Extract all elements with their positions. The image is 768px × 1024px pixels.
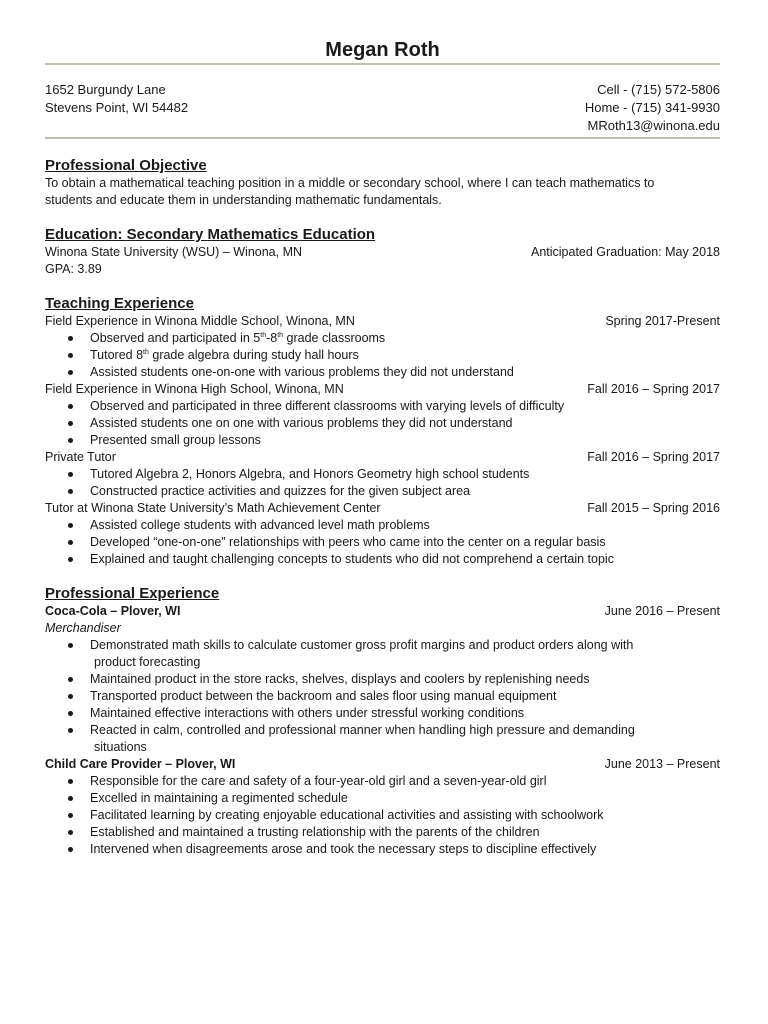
job-place: Tutor at Winona State University’s Math Achievement Center bbox=[45, 501, 381, 515]
professional-job-2-bullets bbox=[45, 773, 720, 858]
professional-job-1-header bbox=[45, 603, 720, 620]
list-item: Intervened when disagreements arose and took the necessary steps to discipline effectively bbox=[90, 841, 720, 858]
education-section bbox=[45, 225, 720, 278]
list-item: Established and maintained a trusting relationship with the parents of the children bbox=[90, 824, 720, 841]
list-item: Reacted in calm, controlled and professional manner when handling high pressure and demanding situations bbox=[90, 722, 720, 756]
teaching-job-4-bullets bbox=[45, 517, 720, 568]
teaching-job-1-bullets bbox=[45, 330, 720, 381]
list-item: Assisted college students with advanced level math problems bbox=[90, 517, 720, 534]
teaching-job-2-header bbox=[45, 381, 720, 398]
gpa: GPA: 3.89 bbox=[45, 262, 102, 276]
list-item: Assisted students one-on-one with various problems they did not understand bbox=[90, 364, 720, 381]
employer: Child Care Provider – Plover, WI bbox=[45, 757, 236, 771]
professional-job-1-bullets bbox=[45, 637, 720, 756]
cell-phone: Cell - (715) 572-5806 bbox=[597, 82, 720, 97]
job-dates: Spring 2017-Present bbox=[605, 314, 720, 328]
professional-section bbox=[45, 584, 720, 858]
list-item: Presented small group lessons bbox=[90, 432, 720, 449]
list-item: Tutored 8th grade algebra during study hall hours bbox=[90, 347, 720, 364]
employer: Coca-Cola – Plover, WI bbox=[45, 604, 181, 618]
teaching-job-1-header bbox=[45, 313, 720, 330]
list-item: Developed “one-on-one” relationships with peers who came into the center on a regular basis bbox=[90, 534, 720, 551]
job-role: Merchandiser bbox=[45, 621, 121, 635]
teaching-job-2-bullets bbox=[45, 398, 720, 449]
list-item: Facilitated learning by creating enjoyable educational activities and assisting with schoolwork bbox=[90, 807, 720, 824]
job-dates: June 2016 – Present bbox=[604, 604, 720, 618]
list-item: Demonstrated math skills to calculate customer gross profit margins and product orders along with product forecasting bbox=[90, 637, 720, 671]
contact-block bbox=[45, 81, 720, 135]
objective-text-line-2: students and educate them in understanding mathematic fundamentals. bbox=[45, 193, 442, 207]
list-item: Transported product between the backroom and sales floor using manual equipment bbox=[90, 688, 720, 705]
list-item: Excelled in maintaining a regimented schedule bbox=[90, 790, 720, 807]
graduation-date: Anticipated Graduation: May 2018 bbox=[530, 245, 720, 259]
phone-email bbox=[585, 81, 720, 135]
job-place: Private Tutor bbox=[45, 450, 116, 464]
professional-job-2-header bbox=[45, 756, 720, 773]
job-place: Field Experience in Winona High School, Winona, MN bbox=[45, 382, 344, 396]
email: MRoth13@winona.edu bbox=[587, 118, 720, 133]
list-item: Assisted students one on one with various problems they did not understand bbox=[90, 415, 720, 432]
job-dates: Fall 2015 – Spring 2016 bbox=[587, 501, 720, 515]
teaching-job-3-bullets bbox=[45, 466, 720, 500]
teaching-section bbox=[45, 294, 720, 568]
section-heading-education: Education: Secondary Mathematics Education bbox=[45, 226, 376, 243]
school-name: Winona State University (WSU) – Winona, MN bbox=[45, 245, 303, 259]
job-place: Field Experience in Winona Middle School, Winona, MN bbox=[45, 314, 355, 328]
job-dates: Fall 2016 – Spring 2017 bbox=[587, 450, 720, 464]
address-line-1: 1652 Burgundy Lane bbox=[45, 82, 166, 97]
list-item: Constructed practice activities and quizzes for the given subject area bbox=[90, 483, 720, 500]
list-item: Maintained effective interactions with others under stressful working conditions bbox=[90, 705, 720, 722]
job-dates: Fall 2016 – Spring 2017 bbox=[587, 382, 720, 396]
list-item: Observed and participated in 5th-8th grade classrooms bbox=[90, 330, 720, 347]
list-item: Explained and taught challenging concepts to students who did not comprehend a certain topic bbox=[90, 551, 720, 568]
home-phone: Home - (715) 341-9930 bbox=[584, 100, 720, 115]
candidate-name: Megan Roth bbox=[325, 39, 440, 61]
section-heading-professional: Professional Experience bbox=[45, 585, 220, 602]
teaching-job-3-header bbox=[45, 449, 720, 466]
list-item: Responsible for the care and safety of a four-year-old girl and a seven-year-old girl bbox=[90, 773, 720, 790]
list-item: Observed and participated in three different classrooms with varying levels of difficulty bbox=[90, 398, 720, 415]
objective-section bbox=[45, 156, 720, 209]
address-line-2: Stevens Point, WI 54482 bbox=[45, 100, 189, 115]
objective-text-line-1: To obtain a mathematical teaching position in a middle or secondary school, where I can teach mathematics to bbox=[45, 176, 655, 190]
job-dates: June 2013 – Present bbox=[604, 757, 720, 771]
address bbox=[45, 81, 188, 135]
education-line bbox=[45, 244, 720, 261]
list-item: Maintained product in the store racks, shelves, displays and coolers by replenishing needs bbox=[90, 671, 720, 688]
header-divider-top bbox=[45, 63, 720, 65]
list-item: Tutored Algebra 2, Honors Algebra, and Honors Geometry high school students bbox=[90, 466, 720, 483]
teaching-job-4-header bbox=[45, 500, 720, 517]
section-heading-teaching: Teaching Experience bbox=[45, 295, 194, 312]
resume-content bbox=[45, 37, 720, 858]
header-divider-bottom bbox=[45, 137, 720, 139]
section-heading-objective: Professional Objective bbox=[45, 157, 207, 174]
